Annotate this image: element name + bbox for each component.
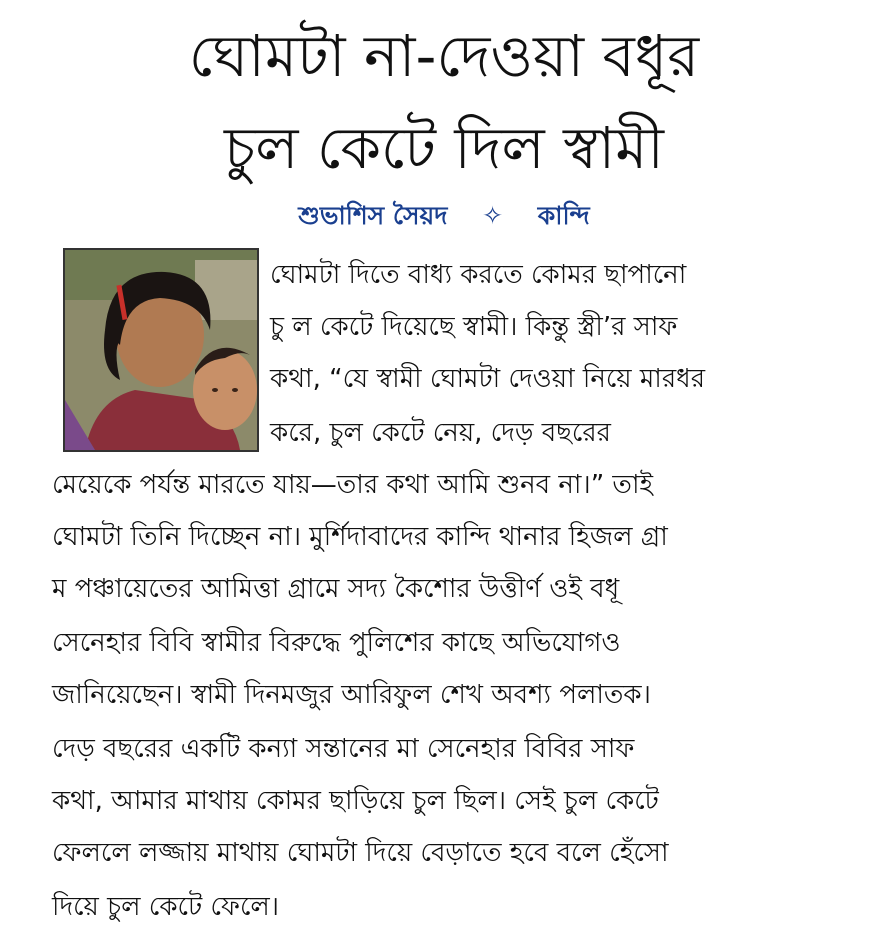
headline-line-1: ঘোমটা না-দেওয়া বধূর: [188, 22, 700, 90]
article-photo: [63, 248, 259, 452]
body-line: চু ল কেটে দিয়েছে স্বামী। কিন্তু স্ত্রী’র সাফ: [270, 312, 678, 342]
body-line: মেয়েকে পর্যন্ত মারতে যায়—তার কথা আমি শুনব না।” তাই: [52, 470, 654, 500]
byline: [0, 196, 888, 239]
body-line: দেড় বছরের একটি কন্যা সন্তানের মা সেনেহার বিবির সাফ: [52, 734, 635, 764]
headline-line-2: চুল কেটে দিল স্বামী: [223, 114, 665, 182]
body-line: জানিয়েছেন। স্বামী দিনমজুর আরিফুল শেখ অবশ্য পলাতক।: [52, 680, 651, 710]
body-line: কথা, “যে স্বামী ঘোমটা দেওয়া নিয়ে মারধর: [270, 364, 706, 394]
body-line: ম পঞ্চায়েতের আমিত্তা গ্রামে সদ্য কৈশোর উত্তীর্ণ ওই বধূ: [52, 574, 620, 604]
body-line: কথা, আমার মাথায় কোমর ছাড়িয়ে চুল ছিল। সেই চুল কেটে: [52, 786, 659, 816]
body-line: ঘোমটা দিতে বাধ্য করতে কোমর ছাপানো: [270, 260, 687, 290]
body-line: সেনেহার বিবি স্বামীর বিরুদ্ধে পুলিশের কাছে অভিযোগও: [52, 628, 621, 658]
byline-place: কান্দি: [537, 201, 590, 230]
body-line: দিয়ে চুল কেটে ফেলে।: [52, 892, 280, 922]
byline-author: শুভাশিস সৈয়দ: [298, 201, 448, 230]
body-line: ফেললে লজ্জায় মাথায় ঘোমটা দিয়ে বেড়াতে হবে বলে হেঁসো: [52, 838, 669, 868]
body-line: ঘোমটা তিনি দিচ্ছেন না। মুর্শিদাবাদের কান্দি থানার হিজল গ্রা: [52, 522, 668, 552]
diamond-separator-icon: ✧: [482, 201, 504, 230]
body-line: করে, চুল কেটে নেয়, দেড় বছরের: [270, 418, 611, 448]
mother-child-photo-icon: [65, 250, 257, 450]
